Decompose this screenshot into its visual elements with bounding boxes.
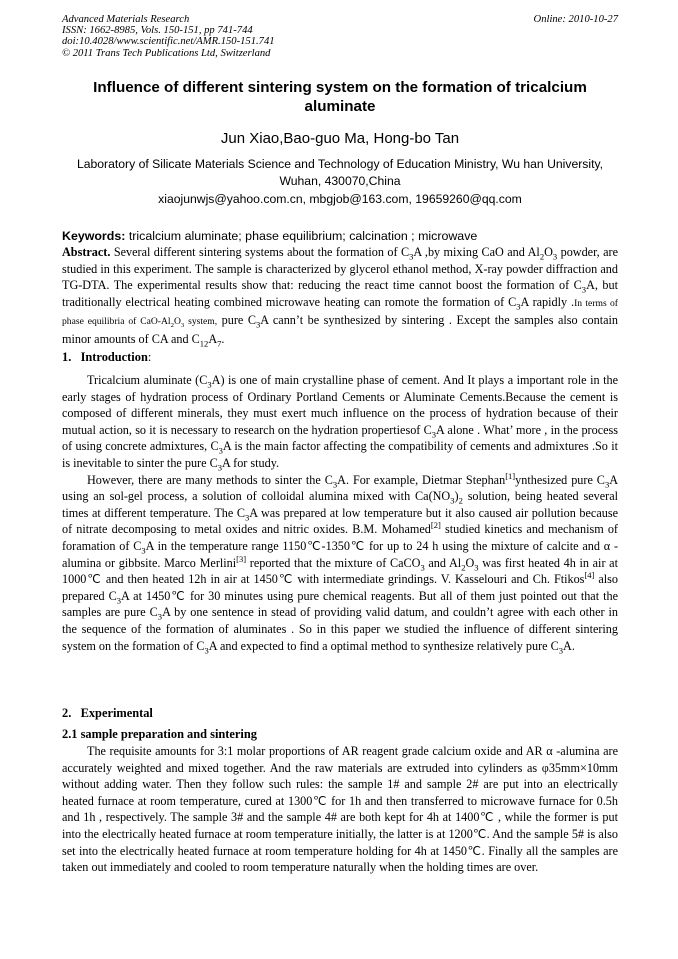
- journal-name: Advanced Materials Research: [62, 14, 190, 25]
- paper-emails: xiaojunwjs@yahoo.com.cn, mbgjob@163.com, 19659260@qq.com: [158, 192, 522, 206]
- abstract: Abstract. Several different sintering systems about the formation of $C_3A$ ,by mixing CaO and $Al_2O_3$ powder, are studied in this experiment. The sample is characterized by glycerol ethanol method, X-ray powder diffraction and TG-DTA. The experimental results show that: reducing the react time cannot boost the formation of $C_3A$, but traditionally electrical heating combined microwave heating can romote the formation of $C_3A$ rapidly .In terms of phase equilibria of CaO-$Al_2O_3$ system, pure $C_3A$ cann’t be synthesized by sintering . Except the samples also contain minor amounts of CA and $C_{12}A_7$.: [62, 245, 619, 349]
- section-introduction-heading: 1. Introduction:: [62, 350, 152, 364]
- experimental-paragraph-1: The requisite amounts for 3:1 molar proportions of AR reagent grade calcium oxide and AR α -alumina are accurately weighted and mixed together. And the raw materials are extruded into cylinders as φ35mm×10mm without adding water. Then they follow such rules: the sample 1# and sample 2# are put into an electrically heated furnace at room temperature, cured at 1300℃ for 1h and then transferred to microwave furnace for 0.5h and 1h , respectively. The sample 3# and the sample 4# are both kept for 4h at 1400℃ , while the former is put into the electrically heated furnace at room temperature initially, the latter is at 1200℃. And the sample 5# is also set into the electrically heated furnace at room temperature holding for 4h at 1450℃. Finally all the samples are taken out immediately and cooled to room temperature naturally when the holding times are over.: [62, 744, 618, 875]
- paper-affiliation: Laboratory of Silicate Materials Science and Technology of Education Ministry, Wu han University, Wuhan, 430070,China: [76, 157, 604, 188]
- journal-header: [62, 14, 618, 59]
- paper-title: Influence of different sintering system on the formation of tricalcium aluminate: [93, 79, 587, 115]
- online-date: Online: 2010-10-27: [533, 14, 618, 25]
- journal-doi: doi:10.4028/www.scientific.net/AMR.150-151.741: [62, 36, 275, 48]
- intro-paragraph-1: Tricalcium aluminate $(C_3A)$ is one of main crystalline phase of cement. And It plays a important role in the early stages of hydration process of Ordinary Portland Cements or Aluminate Cements.Because the cement is composed of different minerals, they must exert much influence on the process of hydration because of their mutual action, so it is necessary to research on the hydration propertiesof $C_3A$ alone . What’ more , in the process of using concrete admixtures, $C_3A$ is the main factor affecting the compatibility of cements and admixtures .So it is inevitable to sinter the pure $C_3A$ for study.: [62, 373, 619, 473]
- keywords: [62, 228, 618, 244]
- journal-issn: ISSN: 1662-8985, Vols. 150-151, pp 741-744: [62, 25, 253, 37]
- paper-authors: Jun Xiao,Bao-guo Ma, Hong-bo Tan: [220, 130, 460, 147]
- keywords-label: Keywords:: [62, 229, 126, 243]
- keywords-text: tricalcium aluminate; phase equilibrium; calcination ; microwave: [128, 229, 478, 243]
- subsection-sample-preparation-heading: 2.1 sample preparation and sintering: [62, 727, 257, 741]
- section-experimental-heading: 2. Experimental: [62, 706, 153, 720]
- experimental-body: [62, 743, 618, 876]
- introduction-body: [62, 372, 618, 654]
- journal-copyright: © 2011 Trans Tech Publications Ltd, Switzerland: [62, 47, 271, 59]
- abstract-label: Abstract.: [62, 245, 111, 259]
- intro-paragraph-2: However, there are many methods to sinter the $C_3A$. For example, Dietmar Stephan[1]ynthesized pure $C_3A$ using an sol-gel process, a solution of colloidal alumina mixed with $Ca(NO_3)_2$ solution, being heated several times at different temperature. The $C_3A$ was prepared at low temperature but it also caused air pollution because of nitrate decomposing to metal oxides and nitric oxides. B.M. Mohamed[2] studied kinetics and mechanism of foramation of $C_3A$ in the temperature range 1150℃-1350℃ for up to 24 h using the mixture of calcite and α -alumina or gibbsite. Marco Merlini[3] reported that the mixture of CaCO$_3$ and $Al_2O_3$ was first heated 4h in air at 1000℃ and then heated 12h in air at 1450℃ with intermediate grindings. V. Kasselouri and Ch. Ftikos[4] also prepared $C_3A$ at 1450℃ for 30 minutes using pure chemical reagents. But all of them just pointed out that the samples are pure $C_3A$ by one sentence in stead of providing valid datum, and couldn’t agree with each other in the sequence of the formation of aluminates . So in this paper we studied the influence of different sintering system on the formation of $C_3A$ and expected to find a optimal method to synthesize relatively pure $C_3A$.: [62, 470, 619, 655]
